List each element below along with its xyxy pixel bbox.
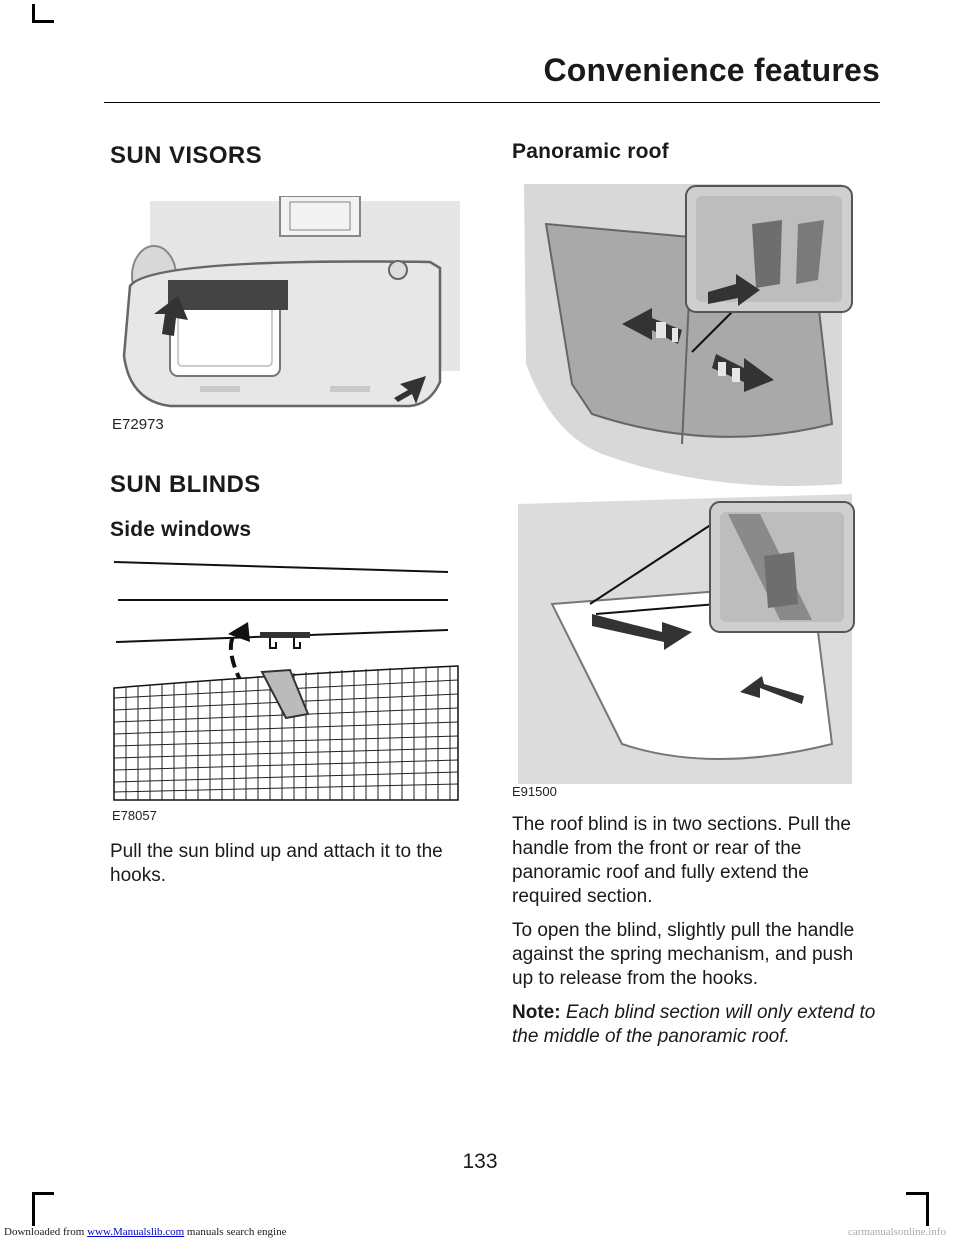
crop-mark bbox=[926, 1192, 929, 1226]
paragraph: The roof blind is in two sections. Pull the handle from the front or rear of the panoramic roof and fully extend the required section. bbox=[512, 814, 852, 907]
crop-mark bbox=[32, 1192, 54, 1195]
crop-mark bbox=[32, 20, 54, 23]
footer bbox=[4, 1226, 286, 1238]
figure-code: E91500 bbox=[512, 784, 557, 799]
heading-sun-visors: SUN VISORS bbox=[110, 142, 263, 169]
figure-code: E78057 bbox=[112, 808, 157, 823]
footer-link[interactable]: www.Manualslib.com bbox=[87, 1226, 185, 1238]
page-title: Convenience features bbox=[543, 52, 880, 88]
note-text: Each blind section will only extend to the middle of the panoramic roof. bbox=[512, 1002, 876, 1047]
heading-panoramic-roof: Panoramic roof bbox=[512, 140, 669, 163]
panoramic-roof-illustration bbox=[512, 184, 857, 784]
paragraph: To open the blind, slightly pull the handle against the spring mechanism, and push up to release from the hooks. bbox=[512, 920, 855, 989]
crop-mark bbox=[32, 1192, 35, 1226]
footer-prefix: Downloaded from bbox=[4, 1226, 88, 1238]
footer-suffix: manuals search engine bbox=[184, 1226, 287, 1238]
panoramic-roof-text bbox=[512, 813, 877, 1059]
heading-sun-blinds: SUN BLINDS bbox=[110, 471, 261, 498]
side-window-blind-illustration bbox=[110, 552, 460, 812]
crop-mark bbox=[906, 1192, 928, 1195]
figure-code: E72973 bbox=[112, 416, 164, 433]
heading-side-windows: Side windows bbox=[110, 518, 252, 541]
note bbox=[512, 1001, 877, 1049]
watermark: carmanualsonline.info bbox=[847, 1226, 946, 1238]
side-windows-text: Pull the sun blind up and attach it to the hooks. bbox=[110, 841, 443, 886]
page-number: 133 bbox=[462, 1150, 498, 1173]
header-rule bbox=[104, 102, 880, 103]
sun-visor-illustration bbox=[110, 196, 460, 436]
note-label: Note: bbox=[512, 1002, 561, 1023]
